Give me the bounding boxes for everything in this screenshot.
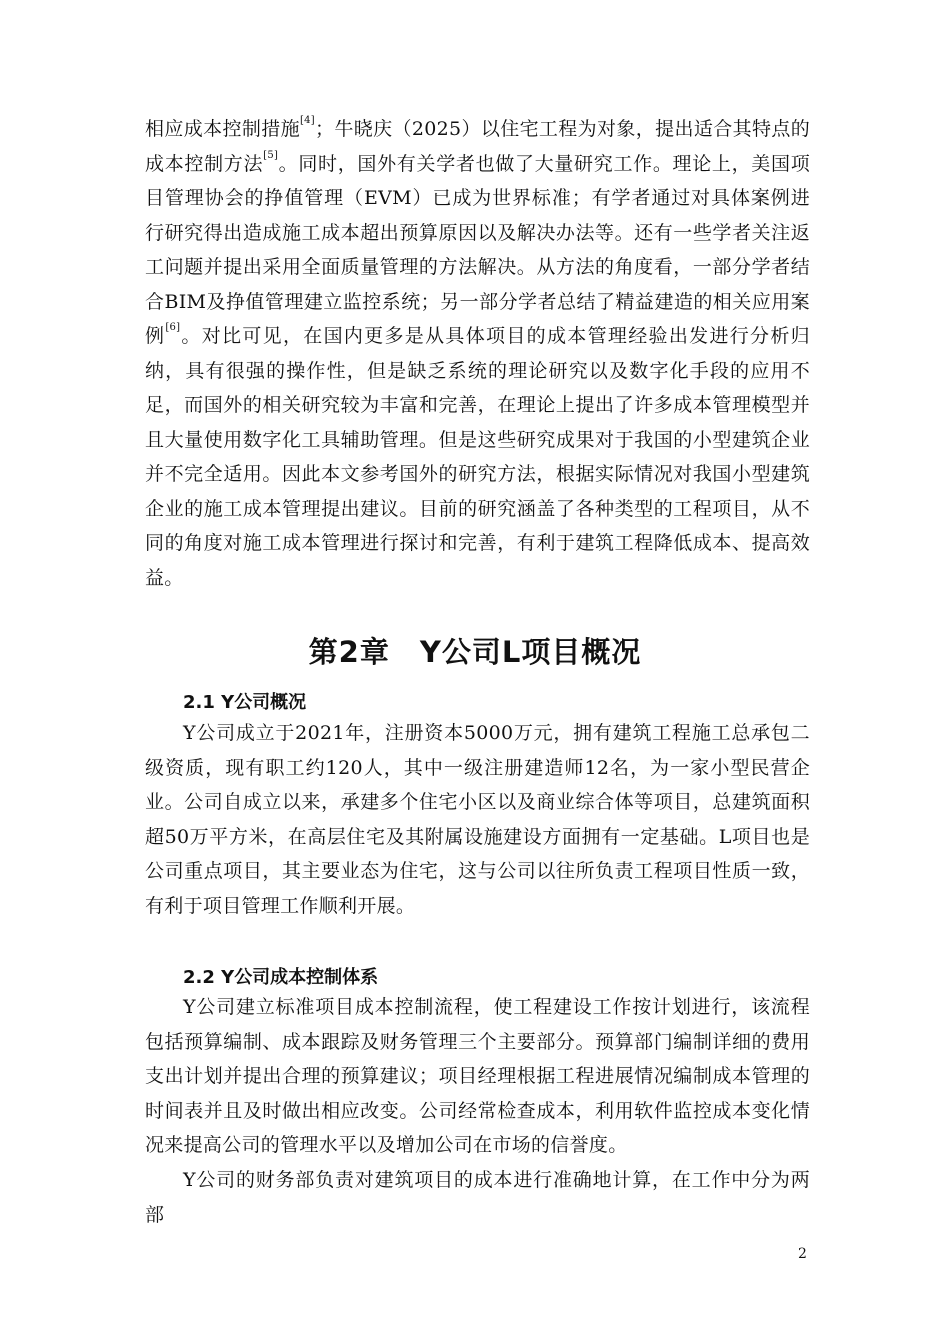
page-number: 2 xyxy=(798,1246,807,1262)
citation-5: [5] xyxy=(263,149,279,161)
section-heading-2-1: 2.1 Y公司概况 xyxy=(183,692,307,713)
intro-paragraph xyxy=(145,112,810,595)
intro-text-2: ；牛晓庆（2025）以住宅工程为对象，提出适合其特点的成本控制方法 xyxy=(145,118,810,175)
chapter-title: 第2章 Y公司L项目概况 xyxy=(308,635,642,669)
intro-text-1: 相应成本控制措施 xyxy=(145,118,300,140)
section-2-2-paragraph-2: Y公司的财务部负责对建筑项目的成本进行准确地计算，在工作中分为两部 xyxy=(145,1169,810,1226)
section-heading-2-2: 2.2 Y公司成本控制体系 xyxy=(183,967,379,988)
intro-text-3: 。同时，国外有关学者也做了大量研究工作。理论上，美国项目管理协会的挣值管理（EVM）已成为世界标准；有学者通过对具体案例进行研究得出造成施工成本超出预算原因以及解决办法等。还有一些学者关注返工问题并提出采用全面质量管理的方法解决。从方法的角度看，一部分学者结合BIM及挣值管理建立监控系统；另一部分学者总结了精益建造的相关应用案例 xyxy=(145,152,810,347)
intro-text-4: 。对比可见，在国内更多是从具体项目的成本管理经验出发进行分析归纳，具有很强的操作性，但是缺乏系统的理论研究以及数字化手段的应用不足，而国外的相关研究较为丰富和完善，在理论上提出了许多成本管理模型并且大量使用数字化工具辅助管理。但是这些研究成果对于我国的小型建筑企业并不完全适用。因此本文参考国外的研究方法，根据实际情况对我国小型建筑企业的施工成本管理提出建议。目前的研究涵盖了各种类型的工程项目，从不同的角度对施工成本管理进行探讨和完善，有利于建筑工程降低成本、提高效益。 xyxy=(145,325,810,589)
section-2-1-paragraph: Y公司成立于2021年，注册资本5000万元，拥有建筑工程施工总承包二级资质，现有职工约120人，其中一级注册建造师12名，为一家小型民营企业。公司自成立以来，承建多个住宅小区以及商业综合体等项目，总建筑面积超50万平方米，在高层住宅及其附属设施建设方面拥有一定基础。L项目也是公司重点项目，其主要业态为住宅，这与公司以往所负责工程项目性质一致，有利于项目管理工作顺利开展。 xyxy=(145,722,810,917)
section-2-2-paragraph-1: Y公司建立标准项目成本控制流程，使工程建设工作按计划进行，该流程包括预算编制、成本跟踪及财务管理三个主要部分。预算部门编制详细的费用支出计划并提出合理的预算建议；项目经理根据工程进展情况编制成本管理的时间表并且及时做出相应改变。公司经常检查成本，利用软件监控成本变化情况来提高公司的管理水平以及增加公司在市场的信誉度。 xyxy=(145,996,810,1156)
citation-4: [4] xyxy=(299,115,316,126)
citation-6: [6] xyxy=(165,322,181,333)
